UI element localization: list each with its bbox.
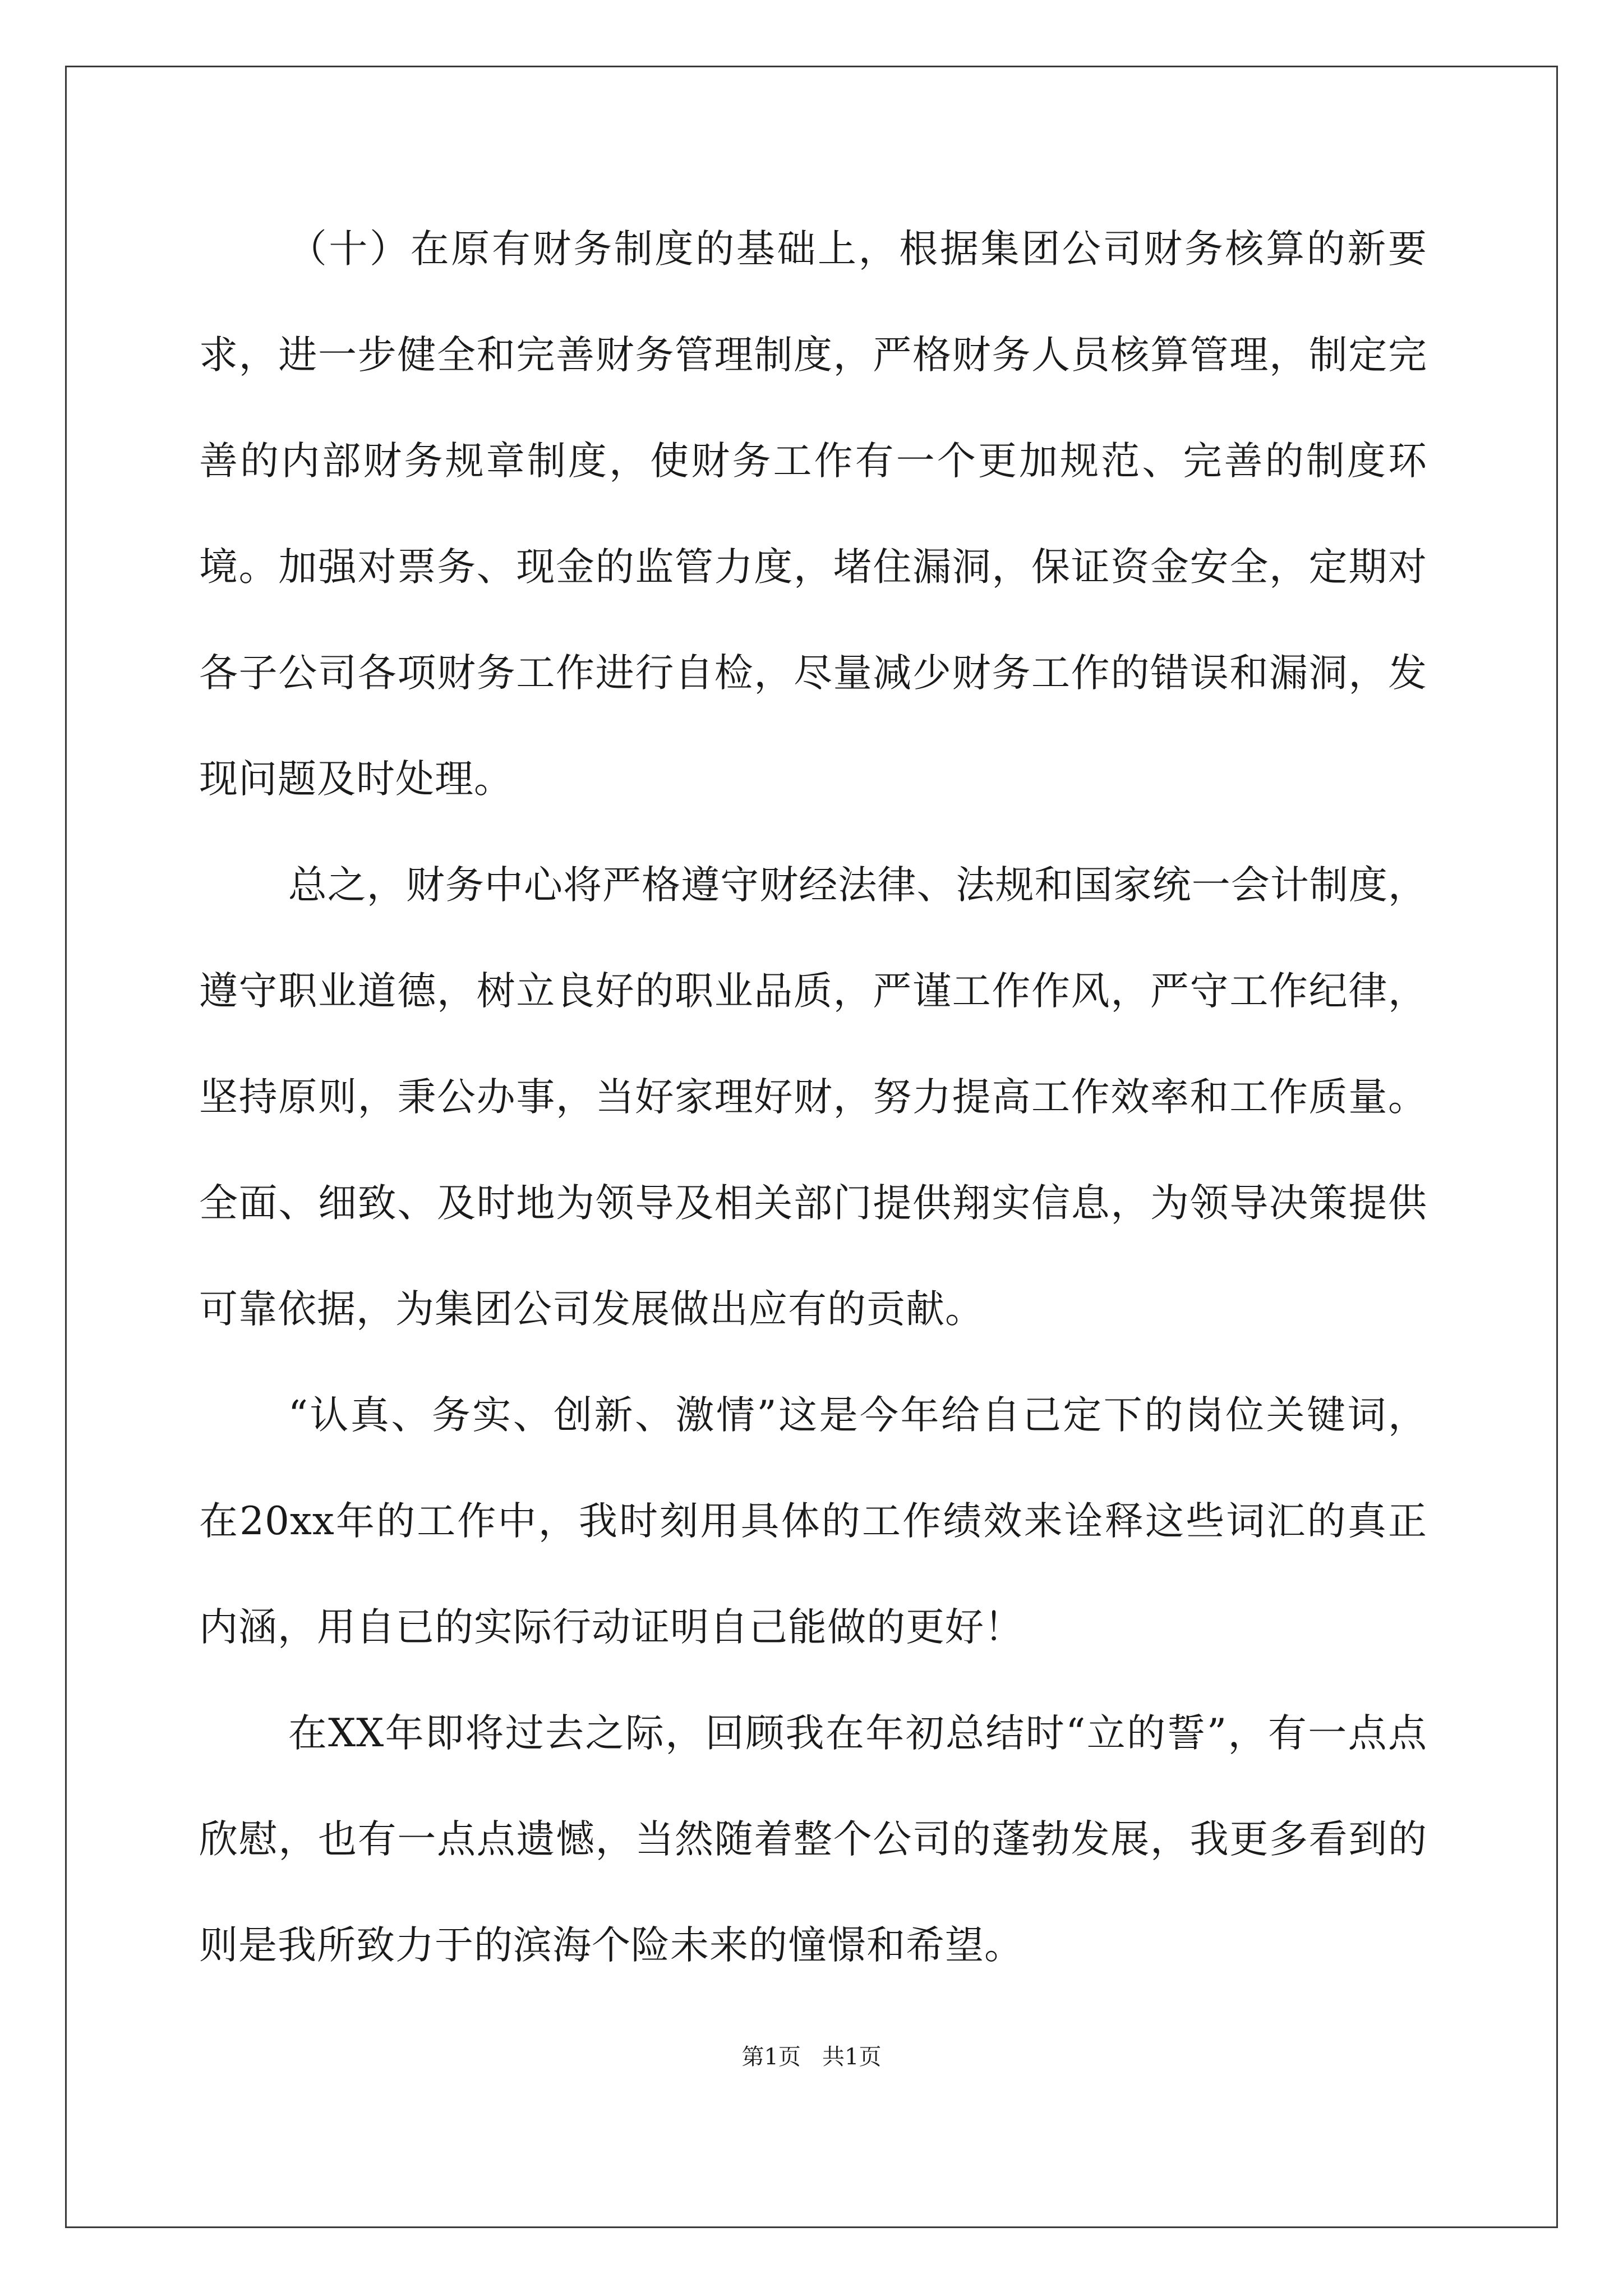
document-body	[199, 196, 1427, 1999]
page-footer: 第1页 共1页	[741, 2044, 882, 2070]
paragraph-finance-system: （十）在原有财务制度的基础上，根据集团公司财务核算的新要求，进一步健全和完善财务管理制度，严格财务人员核算管理，制定完善的内部财务规章制度，使财务工作有一个更加规范、完善的制度环境。加强对票务、现金的监管力度，堵住漏洞，保证资金安全，定期对各子公司各项财务工作进行自检，尽量减少财务工作的错误和漏洞，发现问题及时处理。	[199, 227, 1427, 802]
paragraph-summary: 总之，财务中心将严格遵守财经法律、法规和国家统一会计制度，遵守职业道德，树立良好的职业品质，严谨工作作风，严守工作纪律，坚持原则，秉公办事，当好家理好财，努力提高工作效率和工作质量。全面、细致、及时地为领导及相关部门提供翔实信息，为领导决策提供可靠依据，为集团公司发展做出应有的贡献。	[199, 863, 1427, 1332]
paragraph-keywords: “认真、务实、创新、激情”这是今年给自己定下的岗位关键词，在20xx年的工作中，我时刻用具体的工作绩效来诠释这些词汇的真正内涵，用自已的实际行动证明自己能做的更好！	[199, 1393, 1427, 1650]
paragraph-year-review: 在XX年即将过去之际，回顾我在年初总结时“立的誓”，有一点点欣慰，也有一点点遗憾，当然随着整个公司的蓬勃发展，我更多看到的则是我所致力于的滨海个险未来的憧憬和希望。	[199, 1711, 1427, 1968]
